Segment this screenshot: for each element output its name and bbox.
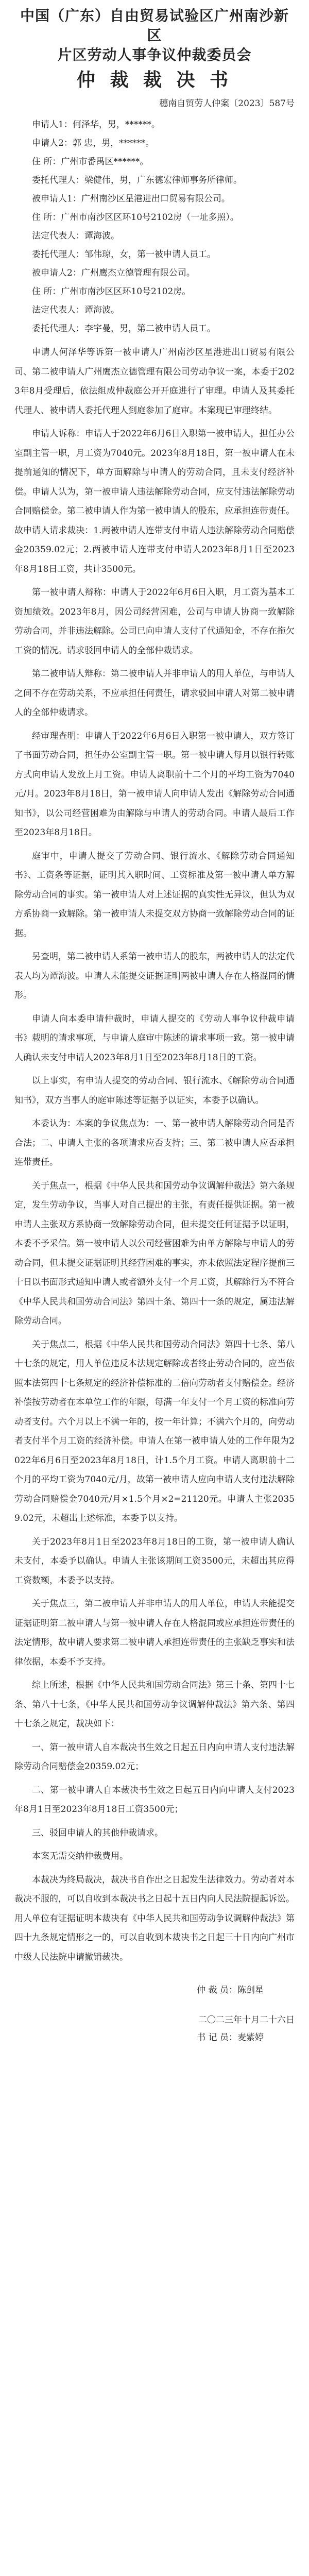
party-line: 委托代理人：梁健伟，男，广东德宏律师事务所律师。 xyxy=(32,175,242,185)
ruling-item: 二、第一被申请人自本裁决书生效之日起五日内向申请人支付2023年8月1日至2023年8月18日工资3500元； xyxy=(14,1785,295,1815)
party-line: 法定代表人：谭海波。 xyxy=(32,231,119,241)
party-line: 申请人2：郭 忠，男，******。 xyxy=(32,138,154,148)
body-paragraph: 综上所述，根据《中华人民共和国劳动合同法》第三十条、第四十七条、第八十七条，《中华人民共和国劳动争议调解仲裁法》第六条、第四十七条之规定，裁决如下： xyxy=(14,1680,295,1729)
body-paragraph: 关于2023年8月1日至2023年8月18日的工资，第一被申请人确认未支付，本委予以确认。申请人主张该期间工资3500元，未超出其应得工资数额，本委予以支持。 xyxy=(14,1536,295,1586)
body-paragraph: 申请人诉称：申请人于2022年6月6日入职第一被申请人，担任办公室副主管一职，月工资为7040元。2023年8月18日，第一被申请人在未提前通知的情况下，单方面解除与申请人的劳动合同，且未支付经济补偿。申请人认为，第一被申请人违法解除劳动合同，应支付违法解除劳动合同赔偿金。第二被申请人作为第一被申请人的股东，应承担连带责任。故申请人请求裁决：1.两被申请人连带支付申请人违法解除劳动合同赔偿金20359.02元；2.两被申请人连带支付申请人2023年8月1日至2023年8月18日工资，共计3500元。 xyxy=(14,429,295,574)
body-paragraph: 经审理查明：申请人于2022年6月6日入职第一被申请人，双方签订了书面劳动合同，担任办公室副主管一职。第一被申请人每月以银行转账方式向申请人发放上月工资。申请人离职前十二个月的平均工资为7040元/月。2023年8月18日，第一被申请人向申请人发出《解除劳动合同通知书》，以公司经营困难为由解除与申请人的劳动合同。申请人最后工作至2023年8月18日。 xyxy=(14,731,295,838)
body-paragraph: 本委认为：本案的争议焦点为：一、第一被申请人解除劳动合同是否合法；二、申请人主张的各项请求应否支持；三、第二被申请人应否承担连带责任。 xyxy=(14,1118,295,1167)
body-paragraph: 庭审中，申请人提交了劳动合同、银行流水、《解除劳动合同通知书》、工资条等证据，证明其入职时间、工资标准及第一被申请人单方解除劳动合同的事实。第一被申请人对上述证据的真实性无异议，但认为双方系协商一致解除。第一被申请人未提交双方协商一致解除劳动合同的证据。 xyxy=(14,851,295,939)
party-line: 住 所：广州市南沙区区环10号2102房（一址多照）。 xyxy=(32,212,239,223)
parties-section xyxy=(14,115,295,338)
party-line: 住 所：广州市番禺区******。 xyxy=(32,157,149,167)
commission-title-line2: 片区劳动人事争议仲裁委员会 xyxy=(57,46,252,63)
party-line: 法定代表人：谭海波。 xyxy=(32,305,119,315)
body-paragraph: 关于焦点一，根据《中华人民共和国劳动争议调解仲裁法》第六条规定，发生劳动争议，当事人对自己提出的主张，有责任提供证据。第一被申请人主张双方系协商一致解除劳动合同，但未提交任何证据予以证明，本委不予采信。第一被申请人以公司经营困难为由单方解除与申请人的劳动合同，但未提交证据证明其经营困难的事实，亦未依照法定程序提前三十日以书面形式通知申请人或者额外支付一个月工资，其解除行为不符合《中华人民共和国劳动合同法》第四十条、第四十一条的规定，属违法解除劳动合同。 xyxy=(14,1180,295,1326)
body-section xyxy=(14,343,295,1967)
body-paragraph: 申请人何泽华等诉第一被申请人广州南沙区星港进出口贸易有限公司、第二被申请人广州鹰杰立德管理有限公司劳动争议一案，本委于2023年8月受理后，依法组成仲裁庭公开开庭进行了审理。申请人及其委托代理人、被申请人委托代理人到庭参加了庭审。本案现已审理终结。 xyxy=(14,347,295,416)
party-line: 住 所：广州市南沙区区环10号2102房。 xyxy=(32,286,191,297)
ruling-item: 三、驳回申请人的其他仲裁请求。 xyxy=(32,1827,163,1838)
commission-title-line1: 中国（广东）自由贸易试验区广州南沙新区 xyxy=(20,7,289,44)
document-title: 仲 裁 裁 决 书 xyxy=(76,69,233,91)
body-paragraph: 另查明，第二被申请人系第一被申请人的股东，两被申请人的法定代表人均为谭海波。申请人未能提交证据证明两被申请人存在人格混同的情形。 xyxy=(14,952,295,1001)
arbitrator-signature: 仲 裁 员：陈剑星 xyxy=(197,1985,264,1995)
body-paragraph: 申请人向本委申请仲裁时，申请人提交的《劳动人事争议仲裁申请书》载明的请求事项，与申请人庭审中陈述的请求事项一致。第一被申请人确认未支付申请人2023年8月1日至2023年8月18日的工资。 xyxy=(14,1013,295,1063)
case-number: 穗南自贸劳人仲案〔2023〕587号 xyxy=(159,98,295,109)
body-paragraph: 本案无需交纳仲裁费用。 xyxy=(32,1851,128,1861)
body-paragraph: 第一被申请人辩称：申请人于2022年6月6日入职，月工资为基本工资加绩效。2023年8月，因公司经营困难，公司与申请人协商一致解除劳动合同，并非违法解除。公司已向申请人支付了代通知金，不存在拖欠工资的情况。请求驳回申请人的全部仲裁请求。 xyxy=(14,587,295,656)
body-paragraph: 以上事实，有申请人提交的劳动合同、银行流水、《解除劳动合同通知书》，双方当事人的庭审陈述等证据予以证实，本委予以确认。 xyxy=(14,1076,295,1106)
ruling-item: 一、第一被申请人自本裁决书生效之日起五日内向申请人支付违法解除劳动合同赔偿金20359.02元； xyxy=(14,1742,295,1772)
party-line: 被申请人2：广州鹰杰立德管理有限公司。 xyxy=(32,268,195,278)
party-line: 申请人1：何泽华，男，******。 xyxy=(32,120,160,130)
signature-block xyxy=(14,1981,295,2046)
body-paragraph: 关于焦点三，第二被申请人并非申请人的用人单位，申请人未能提交证据证明第二被申请人与第一被申请人存在人格混同或应承担连带责任的法定情形，故申请人要求第二被申请人承担连带责任的主张缺乏事实和法律依据，本委不予支持。 xyxy=(14,1599,295,1667)
body-paragraph: 关于焦点二，根据《中华人民共和国劳动合同法》第四十七条、第八十七条的规定，用人单位违反本法规定解除或者终止劳动合同的，应当依照本法第四十七条规定的经济补偿标准的二倍向劳动者支付赔偿金。经济补偿按劳动者在本单位工作的年限，每满一年支付一个月工资的标准向劳动者支付。六个月以上不满一年的，按一年计算；不满六个月的，向劳动者支付半个月工资的经济补偿。申请人在第一被申请人处的工作年限为2022年6月6日至2023年8月18日，计1.5个月工资。申请人离职前十二个月的平均工资为7040元/月，故第一被申请人应向申请人支付违法解除劳动合同赔偿金7040元/月×1.5个月×2=21120元。申请人主张20359.02元，未超出上述标准，本委予以支持。 xyxy=(14,1339,295,1523)
party-line: 委托代理人：邹伟琼，女，第一被申请人员工。 xyxy=(32,249,216,260)
ruling-date: 二〇二三年十月二十六日 xyxy=(198,2015,295,2025)
party-line: 委托代理人：李宇曼，男，第二被申请人员工。 xyxy=(32,324,216,334)
body-paragraph: 第二被申请人辩称：第二被申请人并非申请人的用人单位，与申请人之间不存在劳动关系，不应承担任何责任，请求驳回申请人对第二被申请人的全部仲裁请求。 xyxy=(14,669,295,718)
body-paragraph: 本裁决为终局裁决，裁决书自作出之日起发生法律效力。劳动者对本裁决不服的，可以自收到本裁决书之日起十五日内向人民法院提起诉讼。用人单位有证据证明本裁决有《中华人民共和国劳动争议调解仲裁法》第四十九条规定情形之一的，可以自收到本裁决书之日起三十日内向广州市中级人民法院申请撤销裁决。 xyxy=(14,1874,295,1962)
party-line: 被申请人1：广州南沙区星港进出口贸易有限公司。 xyxy=(32,194,230,204)
clerk-signature: 书 记 员：麦紫婷 xyxy=(197,2032,264,2043)
